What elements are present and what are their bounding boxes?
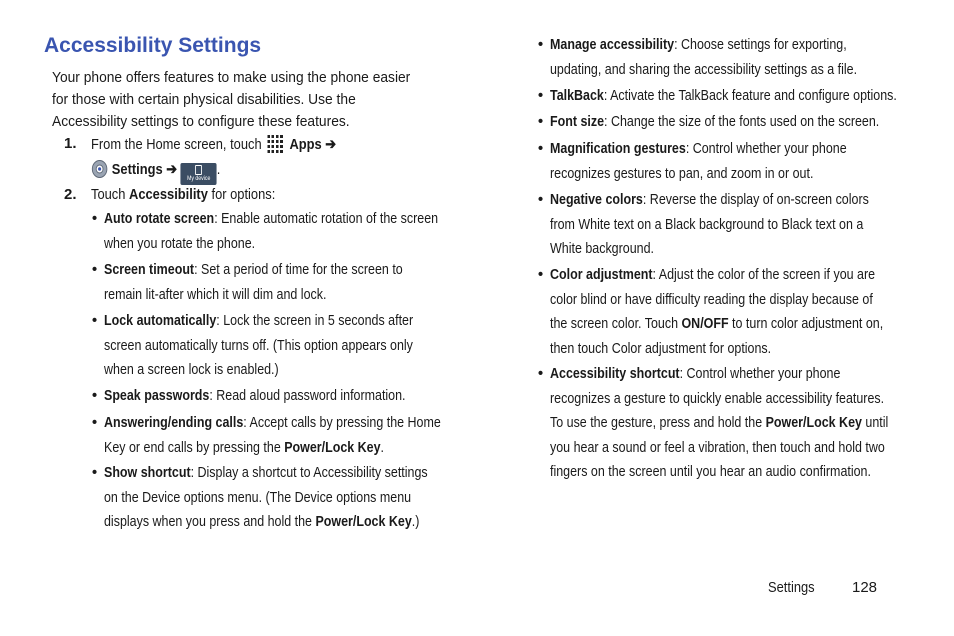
bullet-text: : Change the size of the fonts used on the screen. [604, 114, 880, 130]
bullet-term: TalkBack [550, 88, 604, 104]
bullet-text: to turn color adjustment on, then touch Color adjustment for options. [550, 316, 884, 357]
list-item: • Color adjustment: Adjust the color of the screen if you are color blind or have difficulty reading the display because of the screen color. Touch ON/OFF to turn color adjustment on, then touch Color adjustment for options. [538, 267, 884, 357]
bullet-term: Magnification gestures [550, 141, 686, 157]
bullet-text: until you hear a sound or feel a vibration, then touch and hold two fingers on the screen until you hear an audio confirmation. [550, 415, 889, 480]
step-number: 2. [64, 186, 77, 203]
list-item: • Screen timeout: Set a period of time for the screen to remain lit-after which it will dim and lock. [92, 262, 403, 303]
list-item: • Manage accessibility: Choose settings for exporting, updating, and sharing the accessibility settings as a file. [538, 37, 858, 78]
bullet-text: : Display a shortcut to Accessibility settings on the Device options menu. (The Device options menu displays when you press and hold the [104, 465, 428, 530]
bullet-term: Color adjustment [550, 267, 653, 283]
bullet-text: : Activate the TalkBack feature and configure options. [603, 88, 897, 104]
bullet-text: : Control whether your phone recognizes a gesture to quickly enable accessibility features. To use the gesture, press and hold the [550, 366, 885, 431]
bullet-term: Accessibility shortcut [550, 366, 680, 382]
bullet-term: Power/Lock Key [284, 439, 381, 456]
list-item: • Speak passwords: Read aloud password information. [92, 388, 406, 404]
apps-label: Apps [289, 136, 322, 153]
list-item: • Show shortcut: Display a shortcut to Accessibility settings on the Device options menu. (The Device options menu displays when you press and hold the Power/Lock Key.) [92, 465, 428, 530]
list-item: • Negative colors: Reverse the display of on-screen colors from White text on a Black background to Black text on a White background. [538, 192, 869, 257]
bullet-term: Answering/ending calls [104, 415, 244, 431]
bullet-text: : Enable automatic rotation of the screen when you rotate the phone. [104, 211, 439, 252]
bullet-term: Auto rotate screen [104, 211, 215, 227]
bullet-term: Negative colors [550, 192, 643, 208]
list-item: • Lock automatically: Lock the screen in 5 seconds after screen automatically turns off. (This option appears only when a screen lock is enabled.) [92, 313, 414, 378]
bullet-text: . [380, 439, 385, 456]
list-item: • Font size: Change the size of the fonts used on the screen. [538, 114, 880, 130]
bullet-text: : Reverse the display of on-screen colors from White text on a Black background to Black text on a White background. [550, 192, 869, 257]
bullet-term: Power/Lock Key [765, 415, 862, 431]
my-device-tab-icon [181, 163, 217, 185]
bullet-text: : Adjust the color of the screen if you are color blind or have difficulty reading the display because of the screen color. Touch [550, 267, 876, 332]
list-item: • Answering/ending calls: Accept calls by pressing the Home Key or end calls by pressing the Power/Lock Key. [92, 415, 441, 456]
arrow-icon: ➔ [166, 161, 178, 178]
bullet-term: Manage accessibility [550, 37, 675, 53]
bullet-term: Show shortcut [104, 465, 191, 481]
bullet-text: : Choose settings for exporting, updating, and sharing the accessibility settings as a file. [550, 37, 858, 78]
bullet-text: : Accept calls by pressing the Home Key or end calls by pressing the [104, 415, 441, 456]
my-device-label: My device [187, 176, 211, 182]
list-item: • Magnification gestures: Control whether your phone recognizes gestures to pan, and zoom in or out. [538, 141, 847, 182]
page-title: Accessibility Settings [44, 34, 262, 57]
step-text: From the Home screen, touch [91, 136, 262, 153]
bullet-text: : Set a period of time for the screen to remain lit-after which it will dim and lock. [104, 262, 403, 303]
bullet-text: : Lock the screen in 5 seconds after screen automatically turns off. (This option appears only when a screen lock is enabled.) [104, 313, 414, 378]
bullet-text: : Control whether your phone recognizes gestures to pan, and zoom in or out. [550, 141, 847, 182]
step-end: . [216, 161, 221, 178]
bullet-term: Font size [550, 114, 605, 130]
accessibility-label: Accessibility [129, 186, 208, 203]
step-text: for options: [211, 186, 276, 203]
arrow-icon: ➔ [325, 136, 337, 153]
bullet-text: : Read aloud password information. [209, 388, 406, 404]
list-item: • TalkBack: Activate the TalkBack feature and configure options. [538, 88, 897, 104]
phone-icon [195, 165, 202, 175]
bullet-term: Speak passwords [104, 388, 210, 404]
intro-paragraph: Your phone offers features to make using the phone easier for those with certain physical disabilities. Use the Accessibility settings to configure these features. [52, 69, 411, 130]
footer-section: Settings [768, 579, 815, 596]
bullet-term: Lock automatically [104, 313, 217, 329]
page-number: 128 [852, 579, 878, 596]
bullet-term: Power/Lock Key [315, 514, 412, 530]
list-item: • Auto rotate screen: Enable automatic rotation of the screen when you rotate the phone. [92, 211, 439, 252]
bullet-term: ON/OFF [681, 316, 729, 332]
bullet-term: Screen timeout [104, 262, 195, 278]
apps-grid-icon [267, 133, 284, 153]
bullet-text: .) [411, 514, 420, 530]
list-item: • Accessibility shortcut: Control whether your phone recognizes a gesture to quickly enable accessibility features. To use the gesture, press and hold the Power/Lock Key until you hear a sound or feel a vibration, then touch and hold two fingers on the screen until you hear an audio confirmation. [538, 366, 889, 480]
settings-gear-icon [91, 159, 108, 179]
step-text: Touch [91, 186, 126, 203]
settings-label: Settings [111, 161, 163, 178]
step-number: 1. [64, 135, 77, 152]
